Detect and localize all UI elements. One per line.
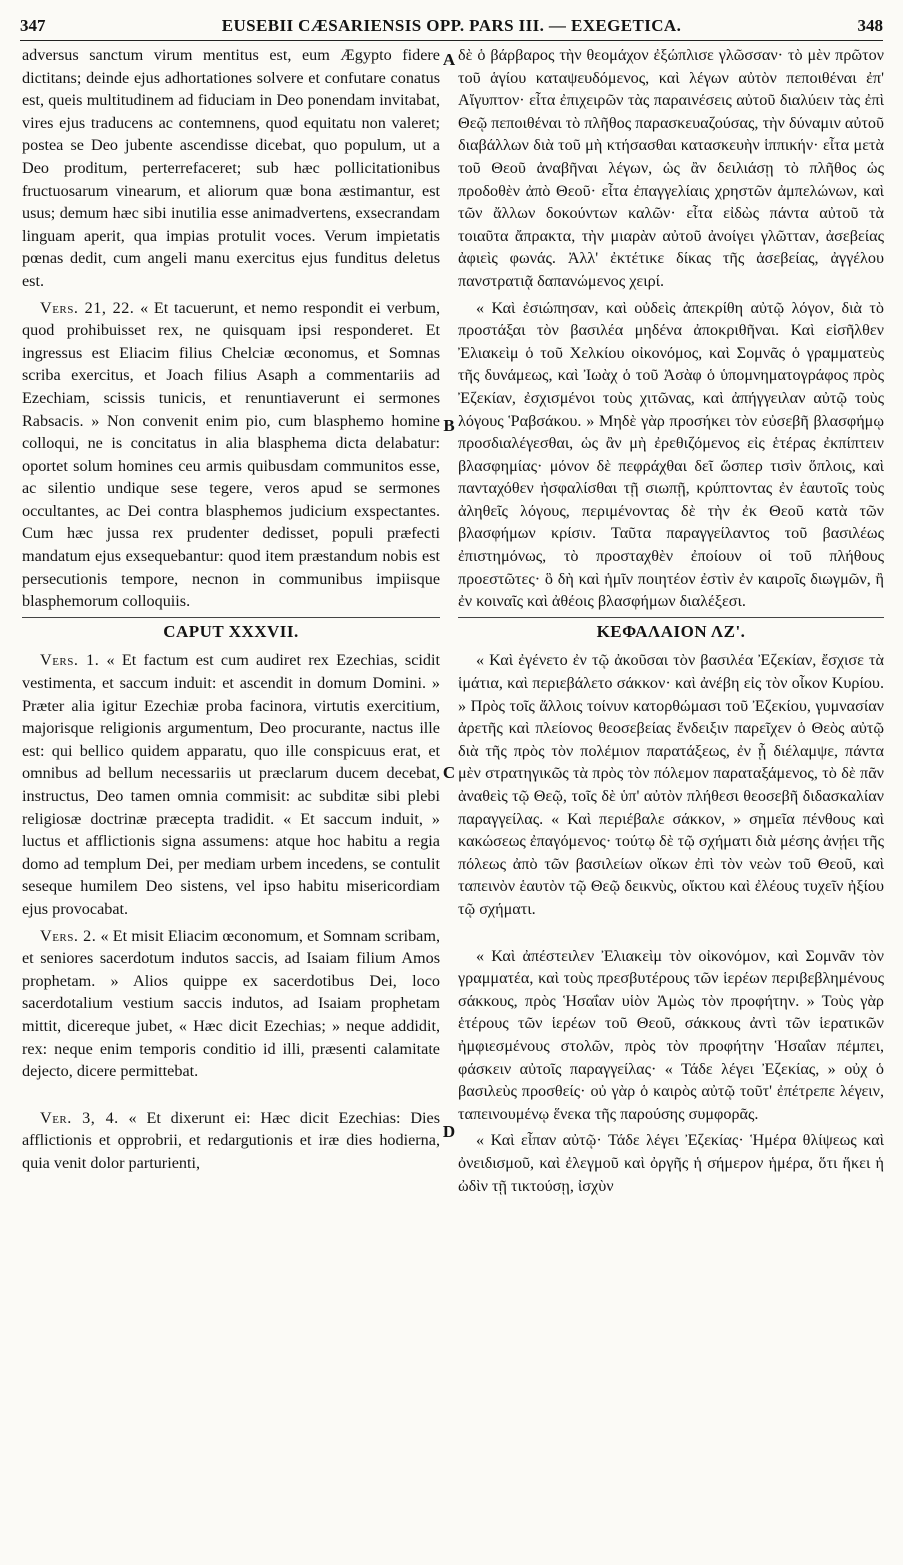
- verse-text: « Et misit Eliacim œconomum, et Somnam scribam, et seniores sacerdotum indutos saccis, ad Isaiam filium Amos prophetam. » Alios quippe ex sacerdotibus Dei, loco sacerdotalium vestium saccis indutos, ad Isaiam prophetam mittit, dicereque jubet, « Hæc dicit Ezechias; » neque addidit, rex: neque enim temporis conditio id illi, præsenti calamitate dejecto, dicere permittebat.: [22, 926, 441, 1081]
- header-rule: [20, 40, 883, 41]
- greek-paragraph: « Καὶ ἐσιώπησαν, καὶ οὐδεὶς ἀπεκρίθη αὐτῷ λόγον, διὰ τὸ προστάξαι τὸν βασιλέα μηδένα ἀποκριθῆναι. Καὶ εἰσῆλθεν Ἐλιακεὶμ ὁ τοῦ Χελκίου οἰκονόμος, καὶ Σομνᾶς ὁ γραμματεὺς τῆς δυνάμεως, καὶ Ἰωὰχ ὁ τοῦ Ἀσὰφ ὁ ὑπομνηματογράφος πρὸς Ἐζεκίαν, ἐσχισμένοι τοὺς χιτῶνας, καὶ ἀπήγγειλαν αὐτῷ τοὺς λόγους Ῥαβσάκου. » Μηδὲ γὰρ προσήκει τὸν εὐσεβῆ βλασφήμῳ προσδιαλέγεσθαι, ὡς ἂν μὴ ἐρεθιζόμενος εἰς ἑτέρας ἐκπίπτειν βλασφημίας· μόνον δὲ πεφράχθαι δεῖ ὥσπερ τισὶν ὅπλοις, καὶ πανταχόθεν ἠσφαλίσθαι τῇ σιωπῇ, κρύπτοντας ἐν ἑαυτοῖς τοὺς ἀληθεῖς λόγους, περιμένοντας δὲ τὴν ἐκ Θεοῦ κατὰ τῶν βλασφήμων κρίσιν. Ταῦτα παραγγείλαντος τοῦ βασιλέως ἐπιστημόνως, τὸ προσταχθὲν ἐποίουν οἱ τοῦ πλήθους προεστῶτες· ὃ δὴ καὶ ἡμῖν ποιητέον ἐστὶν ἐν καιροῖς διωγμῶν, ἢ ἐν κοιναῖς καὶ ἀθέοις βλασφήμων διαλέξεσι.: [458, 298, 884, 611]
- verse-ref: Vers. 21, 22.: [40, 298, 135, 317]
- chapter-heading-greek: ΚΕΦΑΛΑΙΟΝ ΛΖ'.: [458, 617, 884, 644]
- latin-column: [22, 44, 440, 1179]
- section-marker-c: C: [442, 763, 456, 782]
- greek-paragraph: « Καὶ ἐγένετο ἐν τῷ ἀκοῦσαι τὸν βασιλέα Ἐζεκίαν, ἔσχισε τὰ ἱμάτια, καὶ περιεβάλετο σάκκον· καὶ ἀνέβη εἰς τὸν οἶκον Κυρίου. » Πρὸς τοῖς ἄλλοις τοίνυν κατορθώμασι τοῦ Ἐζεκίου, γυμνασίαν ἀρετῆς καὶ πλείονος θεοσεβείας ἔνδειξιν παρεῖχεν ὁ Θεὸς αὐτῷ διὰ τῆς πρὸς τὸν πολέμιον παρατάξεως, ἐν ᾗ διέλαμψε, πάντα μὲν στρατηγικῶς τὰ πρὸς τὸν πόλεμον παραταξάμενος, τὸ δὲ πᾶν ἀναθεὶς τῷ Θεῷ, τοῖς δὲ ὑπ' αὐτὸν πλήθεσι θεοσεβῆ διδασκαλίαν παραγγείλας. « Καὶ περιέβαλε σάκκον, » σημεῖα πένθους καὶ κακώσεως ἐπαγόμενος· τούτῳ δὲ τῷ σχήματι διὰ μέσης ἀνῄει τῆς πόλεως ἀπὸ τῶν βασιλείων οἴκων ἐπὶ τὸν νεὼν τοῦ Θεοῦ, καὶ ταπεινὸν ἑαυτὸν τῷ Θεῷ δεικνὺς, οἴκτου καὶ ἐλέους τυχεῖν ἠξίου τῷ σχήματι.: [458, 651, 884, 918]
- latin-paragraph: adversus sanctum virum mentitus est, eum Ægypto fidere dictitans; deinde ejus adhortationes solvere et confutare conatus est, queis multitudinem ad fiduciam in Deo ponendam invitabat, vires ejus traducens ac contemnens, quod equitatu non valeret; postea se Deo jubente ascendisse dicebat, quo populum, ut a Deo proditum, perterrefaceret; sub hæc pollicitationibus fructuosarum vinearum, et aliorum quæ bona æstimantur, est usus; demum hæc sibi inutilia esse animadvertens, exsecrandam linguam aperit, qua impias protulit voces. Verum impietatis pœnas dedit, cum angeli manu exercitus ejus funditus deletus est.: [22, 46, 440, 290]
- section-marker-a: A: [442, 50, 456, 69]
- verse-ref: Vers. 2.: [40, 926, 97, 945]
- verse-text: « Et dixerunt ei: Hæc dicit Ezechias: Dies afflictionis et opprobrii, et redargutionis et iræ dies hodierna, quia venit dolor parturienti,: [22, 1108, 441, 1172]
- running-title: EUSEBII CÆSARIENSIS OPP. PARS III. — EXEGETICA.: [221, 16, 682, 35]
- greek-paragraph: « Καὶ ἀπέστειλεν Ἐλιακεὶμ τὸν οἰκονόμον, καὶ Σομνᾶν τὸν γραμματέα, καὶ τοὺς πρεσβυτέρους τῶν ἱερέων περιβεβλημένους σάκκους, πρὸς Ἡσαΐαν υἱὸν Ἀμὼς τὸν προφήτην. » Τοὺς γὰρ ἑτέρους τῶν ἱερέων τοῦ Θεοῦ, σάκκους ἀντὶ τῶν ἱερατικῶν ἠμφιεσμένους στολῶν, πρὸς τὸν προφήτην Ἡσαΐαν πέμπει, φάσκειν αὐτοῖς παραγγείλας· « Τάδε λέγει Ἐζεκίας, » οὐχ ὁ βασιλεὺς προσθείς· οὐ γὰρ ὁ καιρὸς αὐτῷ τοῦτ' ἐπέτρεπε λέγειν, ταπεινουμένῳ ἕνεκα τῆς παρούσης συμφορᾶς.: [458, 946, 884, 1123]
- verse-ref: Vers. 1.: [40, 651, 100, 670]
- greek-paragraph: δὲ ὁ βάρβαρος τὴν θεομάχον ἐξώπλισε γλῶσσαν· τὸ μὲν πρῶτον τοῦ ἁγίου καταψευδόμενος, καὶ λέγων αὐτὸν πεποιθέναι ἐπ' Αἴγυπτον· εἶτα ἐπιχειρῶν τὰς παραινέσεις αὐτοῦ διαλύειν τὰς ἐπὶ Θεῷ πεποιθέναι τὸ πλῆθος παρασκευαζούσας, τὴν δύναμιν αὐτοῦ διαβάλλων διὰ τοῦ μὴ κτήσασθαι κατασκευὴν ἱππικήν· εἶτα μετὰ τοῦ Θεοῦ ἀναβῆναι λέγων, ὡς ἂν δειλιάσῃ τὸ πλῆθος ὡς προδοθὲν ἀπὸ Θεοῦ· εἶτα ἐπαγγελίαις χρηστῶν ἀμπελώνων, καὶ τῶν ἄλλων δοκούντων καλῶν· εἶτα εἰδὼς πάντα αὐτοῦ τὰ τοιαῦτα ἄπρακτα, τὴν μιαρὰν αὐτοῦ ἀνοίγει γλῶτταν, ἀσεβείας ἀφιεὶς φωνάς. Ἀλλ' ἐκτέτικε δίκας τῆς ἀσεβείας, ἀγγέλου πανστρατιᾷ δαπανώμενος χειρί.: [458, 46, 884, 290]
- latin-verse: [22, 1107, 440, 1175]
- page-number-right: 348: [857, 16, 883, 35]
- latin-verse: [22, 925, 440, 1083]
- verse-ref: Ver. 3, 4.: [40, 1108, 119, 1127]
- section-marker-d: D: [442, 1122, 456, 1141]
- latin-verse: [22, 297, 440, 613]
- page-number-left: 347: [20, 16, 46, 35]
- verse-text: « Et tacuerunt, et nemo respondit ei verbum, quod prohibuisset rex, ne quisquam ipsi responderet. Et ingressus est Eliacim filius Chelciæ œconomus, et Somnas scriba exercitus, et Joach filius Asaph a commentariis ad Ezechiam, scissis tunicis, et renuntiaverunt ei sermones Rabsacis. » Non convenit enim pio, cum blasphemo homine colloqui, ne is concitatus in alia blasphema dicta delabatur: oportet solum homines ceu armis quibusdam communitos esse, ac silentio undique sese tegere, veros apud se sermones occultantes, ac Dei contra blasphemos judicium exspectantes. Cum hæc jussa rex prudenter dedisset, populi præfecti mandatum ejus exsequebantur: quod item præstandum nobis est persecutionis tempore, necnon in communibus impiisque blasphemorum colloquiis.: [22, 298, 440, 611]
- latin-verse: [22, 649, 440, 920]
- greek-paragraph: « Καὶ εἶπαν αὐτῷ· Τάδε λέγει Ἐζεκίας· Ἡμέρα θλίψεως καὶ ὀνειδισμοῦ, καὶ ἐλεγμοῦ καὶ ὀργῆς ἡ σήμερον ἡμέρα, ὅτι ἥκει ἡ ὠδὶν τῇ τικτούσῃ, ἰσχὺν: [458, 1131, 884, 1195]
- running-header: [20, 16, 883, 40]
- chapter-heading-latin: CAPUT XXXVII.: [22, 617, 440, 644]
- section-marker-b: B: [443, 416, 455, 435]
- greek-column: [458, 44, 884, 1201]
- verse-text: « Et factum est cum audiret rex Ezechias, scidit vestimenta, et saccum induit: et ascendit in domum Domini. » Præter alia igitur Ezechiæ proba facinora, virtutis exercitium, majorisque religionis argumentum, Deo procurante, nactus ille est: qui bellico quidem apparatu, quo ille conspicuus erat, et omnibus ad bellum necessariis ut præclarum ducem decebat, instructus, Deo tamen omnia commisit: ac subditæ sibi plebi religiosæ doctrinæ præcepta tradidit. « Et saccum induit, » luctus et afflictionis signa assumens: atque hoc habitu a regia domo ad templum Dei, per mediam urbem incedens, se contulit seseque humilem Deo sistens, vel ipso habitu misericordiam ejus provocabat.: [22, 651, 440, 918]
